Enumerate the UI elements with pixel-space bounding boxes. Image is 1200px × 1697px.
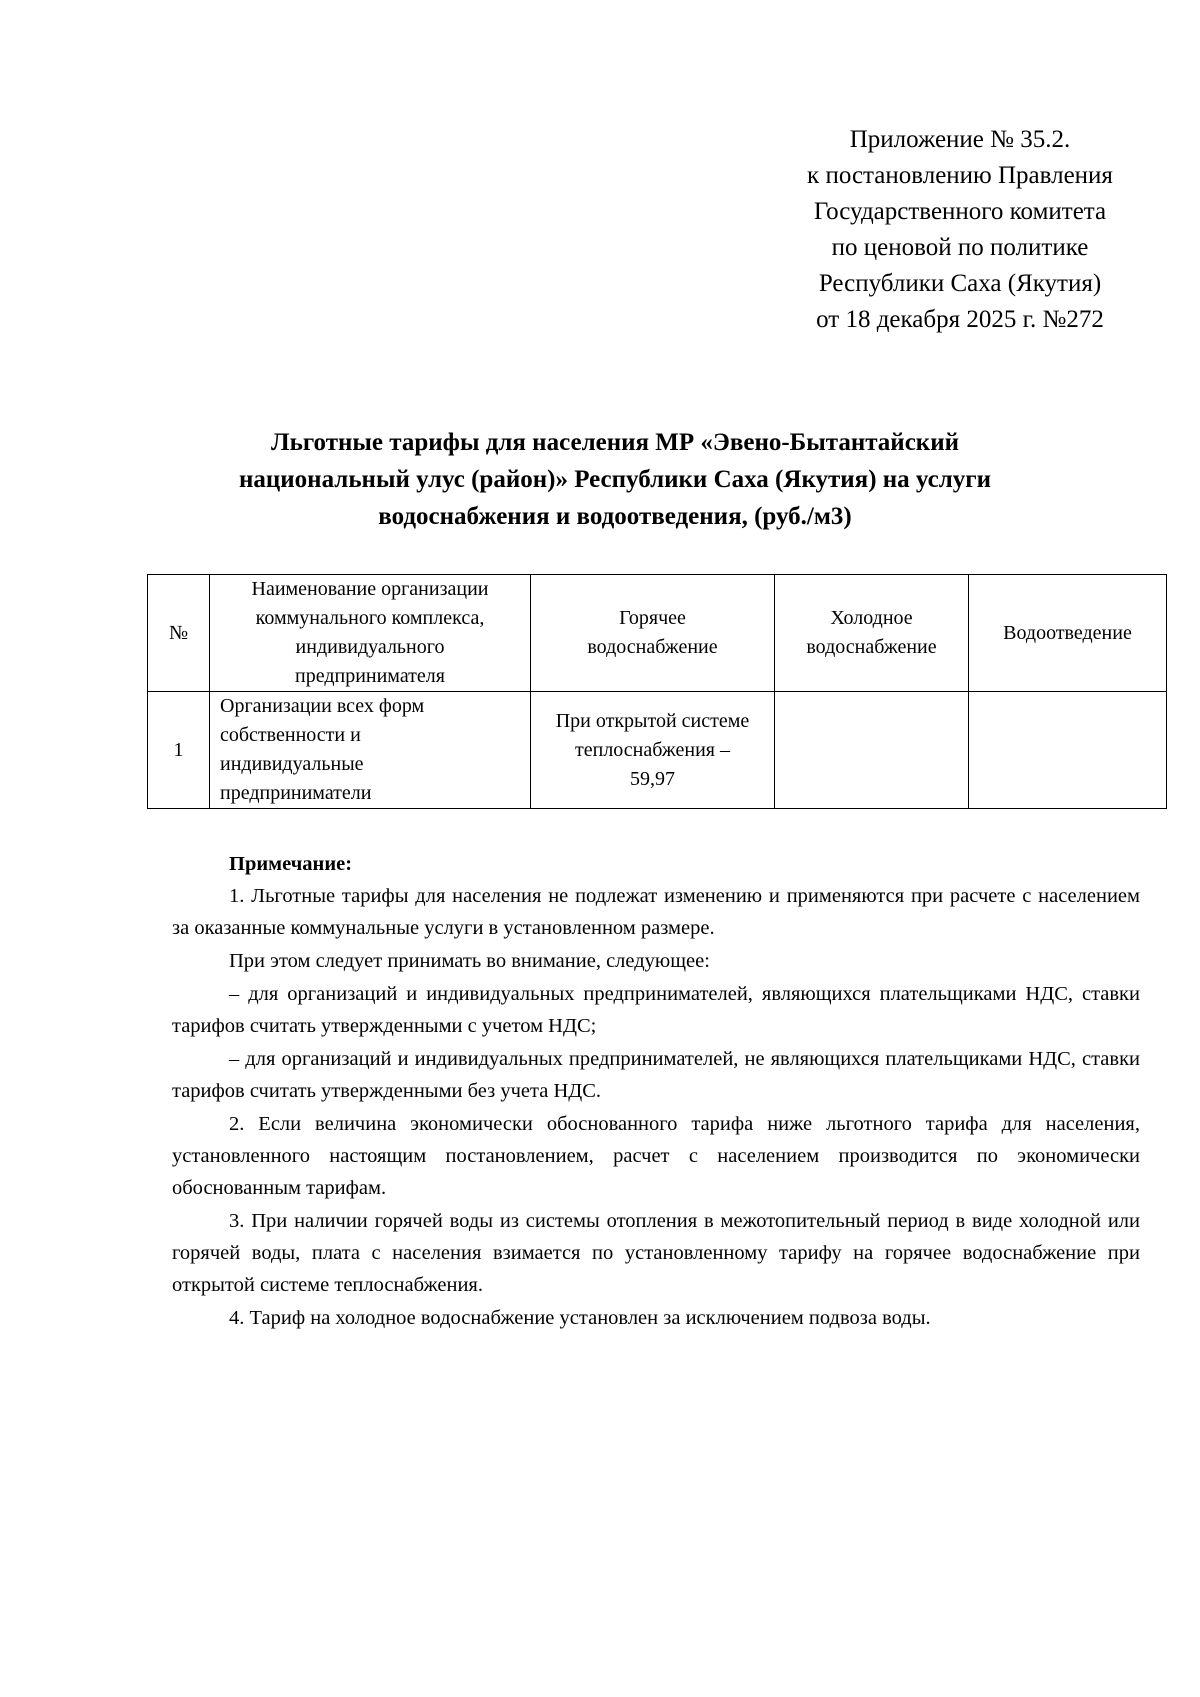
title-line: Льготные тарифы для населения МР «Эвено-Бытантайский xyxy=(270,429,960,456)
notes-section xyxy=(172,848,1140,1335)
header-hot-line: Горячее xyxy=(619,607,686,629)
note-paragraph: 4. Тариф на холодное водоснабжение установлен за исключением подвоза воды. xyxy=(229,1307,931,1329)
appendix-header xyxy=(770,122,1150,338)
appendix-line: по ценовой по политике xyxy=(831,234,1089,261)
header-org-line: предпринимателя xyxy=(295,665,445,687)
table-header-row xyxy=(148,575,1167,692)
row-drainage xyxy=(969,692,1167,809)
row-org-line: индивидуальные xyxy=(220,753,364,775)
note-paragraph: 2. Если величина экономически обоснованного тарифа ниже льготного тарифа для населения, установленного настоящим постановлением, расчет с населением производится по экономически обоснованным тарифам. xyxy=(172,1113,1140,1199)
row-hot-value: 59,97 xyxy=(630,767,675,790)
title-line: национальный улус (район)» Республики Саха (Якутия) на услуги xyxy=(238,466,992,493)
tariff-table xyxy=(147,574,1167,809)
note-paragraph: 3. При наличии горячей воды из системы отопления в межотопительный период в виде холодной или горячей воды, плата с населения взимается по установленному тарифу на горячее водоснабжение при открытой системе теплоснабжения. xyxy=(172,1210,1140,1296)
row-cold-water xyxy=(775,692,969,809)
row-org xyxy=(210,692,531,809)
header-drainage: Водоотведение xyxy=(969,575,1167,692)
title-line: водоснабжения и водоотведения, (руб./м3) xyxy=(378,503,852,530)
appendix-line: Государственного комитета xyxy=(813,198,1107,225)
header-hot-water xyxy=(531,575,775,692)
header-hot-line: водоснабжение xyxy=(587,636,718,658)
notes-title: Примечание: xyxy=(229,853,353,875)
header-cold-water xyxy=(775,575,969,692)
note-paragraph: – для организаций и индивидуальных предпринимателей, являющихся плательщиками НДС, ставки тарифов считать утвержденными с учетом НДС; xyxy=(172,983,1140,1037)
header-cold-line: Холодное xyxy=(830,607,913,629)
note-paragraph: При этом следует принимать во внимание, следующее: xyxy=(229,950,710,972)
header-org-line: Наименование организации xyxy=(251,578,489,600)
row-org-line: Организации всех форм xyxy=(220,695,425,717)
note-paragraph: – для организаций и индивидуальных предпринимателей, не являющихся плательщиками НДС, ставки тарифов считать утвержденными без учета НДС. xyxy=(172,1048,1140,1102)
row-hot-line: При открытой системе xyxy=(555,709,750,732)
row-num: 1 xyxy=(148,692,210,809)
header-org xyxy=(210,575,531,692)
row-hot-line: теплоснабжения – xyxy=(575,738,730,761)
row-org-line: предприниматели xyxy=(220,782,372,804)
document-title xyxy=(180,424,1050,535)
header-num: № xyxy=(148,575,210,692)
header-org-line: коммунального комплекса, xyxy=(255,607,485,629)
appendix-line: к постановлению Правления xyxy=(807,162,1113,189)
appendix-date: от 18 декабря 2025 г. №272 xyxy=(816,306,1104,333)
header-cold-line: водоснабжение xyxy=(806,636,937,658)
note-paragraph: 1. Льготные тарифы для населения не подлежат изменению и применяются при расчете с населением за оказанные коммунальные услуги в установленном размере. xyxy=(172,885,1140,939)
row-hot-water xyxy=(531,692,775,809)
header-org-line: индивидуального xyxy=(295,636,445,658)
appendix-number: Приложение № 35.2. xyxy=(849,126,1071,153)
table-row xyxy=(148,692,1167,809)
appendix-line: Республики Саха (Якутия) xyxy=(818,270,1102,297)
row-org-line: собственности и xyxy=(220,724,361,746)
